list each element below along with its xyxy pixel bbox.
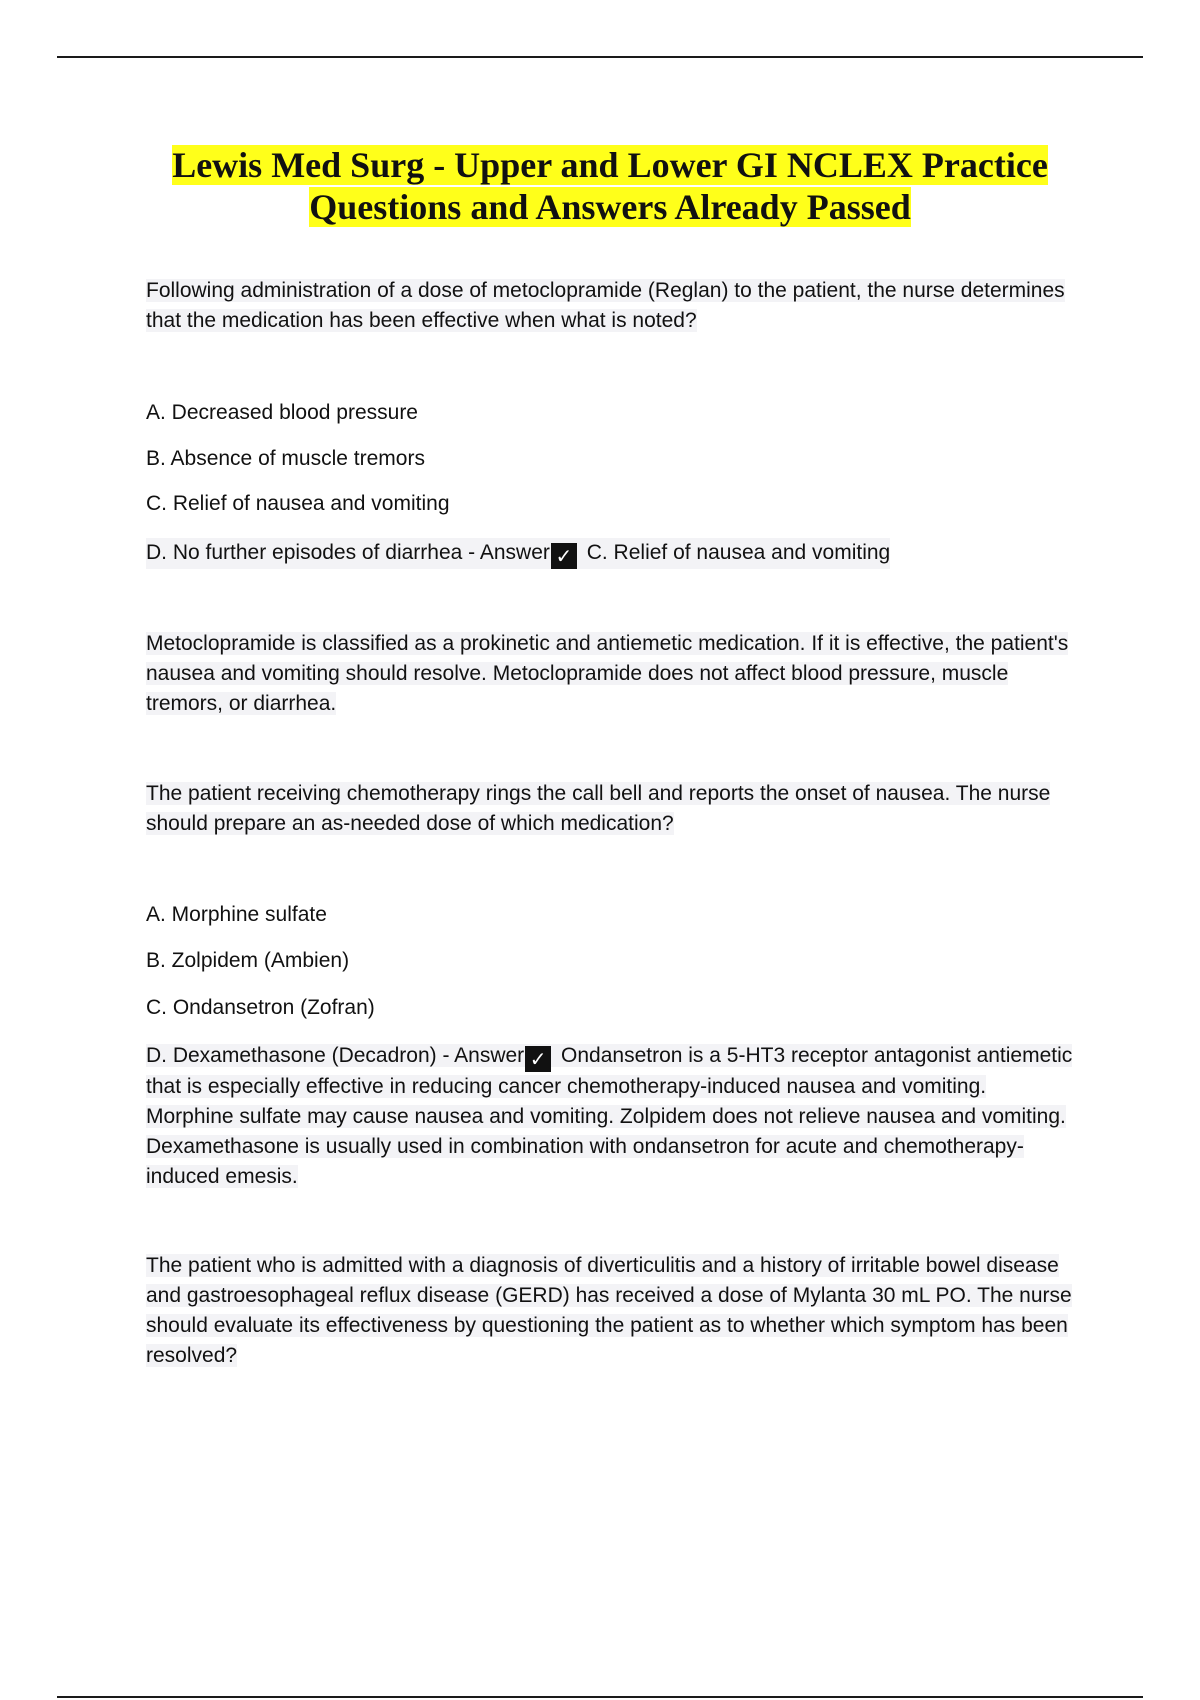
q2-question: The patient receiving chemotherapy rings the call bell and reports the onset of nausea. The nurse should prepare an as-needed dose of which medication? <box>146 782 1051 835</box>
q1-rationale: Metoclopramide is classified as a prokinetic and antiemetic medication. If it is effective, the patient's nausea and vomiting should resolve. Metoclopramide does not affect blood pressure, muscle tremors, or diarrhea. <box>146 632 1069 715</box>
q1-option-d: D. No further episodes of diarrhea - Answer <box>146 541 550 564</box>
q2-option-a: A. Morphine sulfate <box>146 903 327 926</box>
q2-option-d-answer <box>146 1041 1076 1192</box>
q3-question: The patient who is admitted with a diagnosis of diverticulitis and a history of irritable bowel disease and gastroesophageal reflux disease (GERD) has received a dose of Mylanta 30 mL PO. The nurse should evaluate its effectiveness by questioning the patient as to whether which symptom has been resolved? <box>146 1254 1072 1367</box>
title-line-2: Questions and Answers Already Passed <box>309 187 911 227</box>
q2-option-d: D. Dexamethasone (Decadron) - Answer <box>146 1044 525 1067</box>
bottom-divider <box>57 1696 1143 1698</box>
page-title <box>140 144 1080 228</box>
q2-option-b: B. Zolpidem (Ambien) <box>146 949 350 972</box>
q2-option-c: C. Ondansetron (Zofran) <box>146 996 375 1019</box>
q1-answer: C. Relief of nausea and vomiting <box>586 541 891 564</box>
title-line-1: Lewis Med Surg - Upper and Lower GI NCLEX Practice <box>172 145 1048 185</box>
top-divider <box>57 56 1143 58</box>
q1-question: Following administration of a dose of metoclopramide (Reglan) to the patient, the nurse determines that the medication has been effective when what is noted? <box>146 279 1065 332</box>
checkmark-box-icon: ✓ <box>551 543 577 569</box>
q1-option-d-answer <box>146 538 890 569</box>
q1-option-b: B. Absence of muscle tremors <box>146 447 425 470</box>
q1-option-c: C. Relief of nausea and vomiting <box>146 492 450 515</box>
q1-option-a: A. Decreased blood pressure <box>146 401 418 424</box>
checkmark-box-icon: ✓ <box>525 1046 551 1072</box>
q2-answer: Ondansetron is a 5-HT3 receptor antagonist antiemetic that is especially effective in reducing cancer chemotherapy-induced nausea and vomiting. Morphine sulfate may cause nausea and vomiting. Zolpidem does not relieve nausea and vomiting. Dexamethasone is usually used in combination with ondansetron for acute and chemotherapy-induced emesis. <box>146 1044 1073 1188</box>
